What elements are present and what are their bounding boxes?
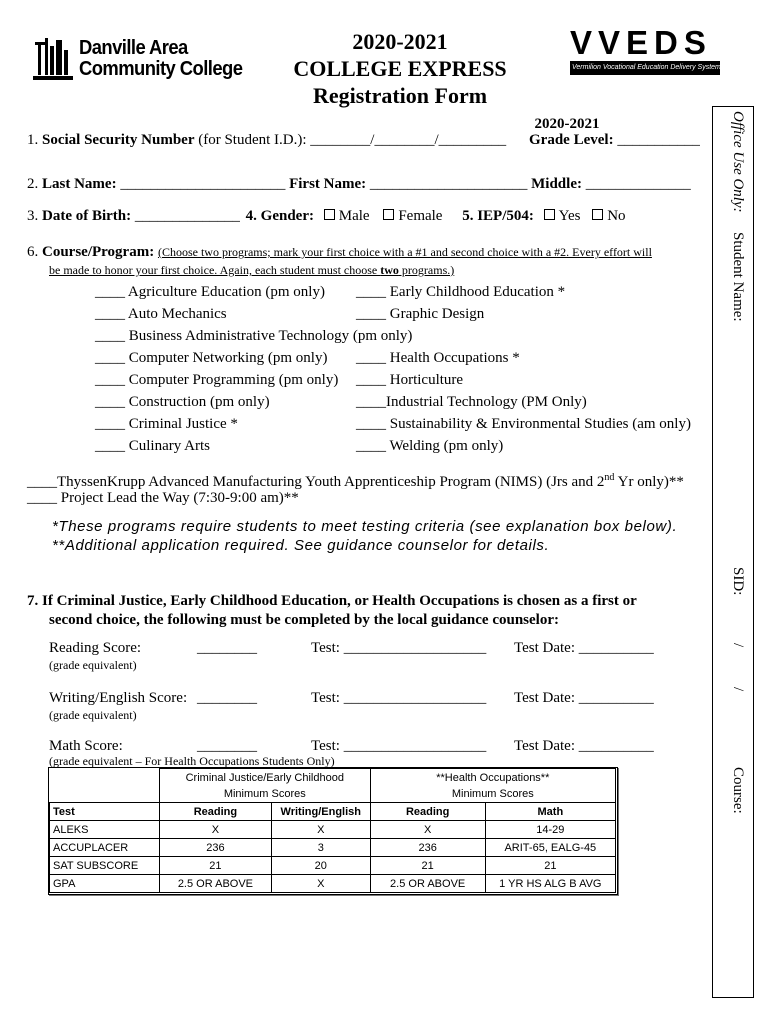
writing-score-label: Writing/English Score: xyxy=(49,690,188,706)
title-program: COLLEGE EXPRESS xyxy=(293,56,507,81)
table-row xyxy=(50,857,616,875)
q7-number: 7. xyxy=(27,593,39,609)
q3-number: 3. xyxy=(27,208,39,224)
application-note: **Additional application required. See guidance counselor for details. xyxy=(52,537,550,554)
grade-level-field[interactable]: ___________ xyxy=(617,132,700,148)
dob-gender-row xyxy=(27,208,626,225)
table-cell: SAT SUBSCORE xyxy=(50,857,160,875)
program-option[interactable]: ____ Early Childhood Education * xyxy=(356,284,566,300)
program-option[interactable]: ____ Computer Programming (pm only) xyxy=(95,372,339,388)
special-program-nims-suffix: Yr only)** xyxy=(614,474,684,490)
date-slash-2: / xyxy=(730,687,746,692)
q7-text-1: If Criminal Justice, Early Childhood Education, or Health Occupations is chosen as a first or xyxy=(42,593,637,609)
office-use-label: Office Use Only: xyxy=(730,111,746,213)
female-checkbox[interactable] xyxy=(383,209,394,220)
iep-label: 5. IEP/504: xyxy=(462,208,534,224)
program-option[interactable]: ____ Business Administrative Technology (pm only) xyxy=(95,328,413,344)
writing-test-date-field[interactable]: Test Date: __________ xyxy=(514,690,654,706)
table-header-cell: Reading xyxy=(370,803,485,821)
math-score-field[interactable]: ________ xyxy=(197,738,257,754)
program-option[interactable]: ____ Welding (pm only) xyxy=(356,438,504,454)
table-cell: 2.5 OR ABOVE xyxy=(159,875,271,893)
math-grade-equivalent: (grade equivalent – For Health Occupations Students Only) xyxy=(49,754,335,768)
writing-score-field[interactable]: ________ xyxy=(197,690,257,706)
math-test-field[interactable]: Test: ___________________ xyxy=(311,738,487,754)
grade-level-row xyxy=(529,132,700,149)
college-building-icon xyxy=(33,36,73,84)
program-option[interactable]: ____ Health Occupations * xyxy=(356,350,520,366)
table-row xyxy=(50,875,616,893)
minimum-scores-table xyxy=(49,768,616,893)
course-instructions-1: (Choose two programs; mark your first choice with a #1 and second choice with a #2. Every effort will xyxy=(157,245,652,259)
table-row xyxy=(50,821,616,839)
q6-number: 6. xyxy=(27,244,39,260)
special-program-superscript: nd xyxy=(604,472,615,483)
reading-test-date-field[interactable]: Test Date: __________ xyxy=(514,640,654,656)
math-score-label: Math Score: xyxy=(49,738,123,754)
cj-ec-group-title: Criminal Justice/Early Childhood xyxy=(185,772,344,784)
male-checkbox[interactable] xyxy=(324,209,335,220)
program-option[interactable]: ____Industrial Technology (PM Only) xyxy=(356,394,587,410)
health-group-subtitle: Minimum Scores xyxy=(451,788,534,800)
form-title xyxy=(270,28,530,109)
health-group-header xyxy=(370,769,615,803)
q2-number: 2. xyxy=(27,176,39,192)
program-option[interactable]: ____ Culinary Arts xyxy=(95,438,210,454)
gender-label: 4. Gender: xyxy=(245,208,314,224)
program-option[interactable]: ____ Auto Mechanics xyxy=(95,306,227,322)
course-instructions-2a: be made to honor your first choice. Again, each student must choose xyxy=(49,263,381,277)
grade-level-label: Grade Level: xyxy=(529,132,614,148)
program-option[interactable]: ____ Graphic Design xyxy=(356,306,485,322)
vveds-wordmark: VVEDS xyxy=(570,24,712,61)
vveds-logo xyxy=(570,26,720,75)
college-name-line1: Danville Area xyxy=(79,37,188,59)
last-name-field[interactable]: ______________________ xyxy=(120,176,286,192)
table-header-cell: Test xyxy=(50,803,160,821)
table-cell: 2.5 OR ABOVE xyxy=(370,875,485,893)
female-label: Female xyxy=(398,208,443,224)
table-cell: 21 xyxy=(370,857,485,875)
course-label: Course: xyxy=(730,767,746,814)
iep-no-label: No xyxy=(607,208,626,224)
ssn-label: Social Security Number xyxy=(42,132,195,148)
table-cell: X xyxy=(271,875,370,893)
program-option[interactable]: ____ Computer Networking (pm only) xyxy=(95,350,328,366)
sid-label: SID: xyxy=(730,567,746,596)
table-row xyxy=(50,839,616,857)
health-group-title: **Health Occupations** xyxy=(436,772,550,784)
iep-yes-label: Yes xyxy=(558,208,581,224)
q7-line1 xyxy=(27,593,637,610)
cj-ec-group-header xyxy=(159,769,370,803)
writing-test-field[interactable]: Test: ___________________ xyxy=(311,690,487,706)
special-program-nims[interactable] xyxy=(27,472,684,491)
program-list-right xyxy=(356,281,691,457)
table-cell: ARIT-65, EALG-45 xyxy=(485,839,615,857)
program-option[interactable]: ____ Horticulture xyxy=(356,372,464,388)
iep-no-checkbox[interactable] xyxy=(592,209,603,220)
program-spacer xyxy=(356,325,691,347)
name-row xyxy=(27,176,691,193)
reading-grade-equivalent: (grade equivalent) xyxy=(49,658,137,672)
date-slash-1: / xyxy=(730,643,746,648)
table-cell: 21 xyxy=(485,857,615,875)
reading-score-label: Reading Score: xyxy=(49,640,142,656)
table-cell: X xyxy=(271,821,370,839)
table-cell: 236 xyxy=(159,839,271,857)
table-cell: 21 xyxy=(159,857,271,875)
program-option[interactable]: ____ Construction (pm only) xyxy=(95,394,270,410)
q1-number: 1. xyxy=(27,132,39,148)
office-use-panel xyxy=(712,106,754,998)
table-header-row xyxy=(50,803,616,821)
first-name-label: First Name: xyxy=(289,176,367,192)
reading-test-field[interactable]: Test: ___________________ xyxy=(311,640,487,656)
table-header-cell: Writing/English xyxy=(271,803,370,821)
program-option[interactable]: ____ Sustainability & Environmental Studies (am only) xyxy=(356,416,691,432)
program-option[interactable]: ____ Criminal Justice * xyxy=(95,416,238,432)
table-cell: 236 xyxy=(370,839,485,857)
grade-year: 2020-2021 xyxy=(534,116,600,132)
writing-grade-equivalent: (grade equivalent) xyxy=(49,708,137,722)
course-instructions-2c: programs.) xyxy=(398,263,455,277)
reading-score-field[interactable]: ________ xyxy=(197,640,257,656)
table-cell: X xyxy=(370,821,485,839)
testing-note: *These programs require students to meet testing criteria (see explanation box below). xyxy=(52,518,678,535)
program-option[interactable]: ____ Agriculture Education (pm only) xyxy=(95,284,325,300)
college-logo xyxy=(33,36,248,86)
q7-text-2: second choice, the following must be completed by the local guidance counselor: xyxy=(49,612,559,628)
title-form-name: Registration Form xyxy=(312,83,488,108)
student-name-label: Student Name: xyxy=(730,232,746,322)
special-program-nims-text: ____ThyssenKrupp Advanced Manufacturing Youth Apprenticeship Program (NIMS) (Jrs and 2 xyxy=(27,474,605,490)
male-label: Male xyxy=(338,208,370,224)
table-cell: 1 YR HS ALG B AVG xyxy=(485,875,615,893)
title-year: 2020-2021 xyxy=(352,29,448,54)
table-group-header xyxy=(50,769,616,803)
dob-label: Date of Birth: xyxy=(42,208,132,224)
iep-yes-checkbox[interactable] xyxy=(544,209,555,220)
ssn-field[interactable]: (for Student I.D.): ________/________/_________ xyxy=(198,132,507,148)
table-cell: 14-29 xyxy=(485,821,615,839)
last-name-label: Last Name: xyxy=(42,176,117,192)
middle-name-field[interactable]: ______________ xyxy=(585,176,691,192)
middle-name-label: Middle: xyxy=(531,176,582,192)
course-instructions-emphasis: two xyxy=(380,263,399,277)
first-name-field[interactable]: _____________________ xyxy=(369,176,528,192)
table-blank-cell xyxy=(50,769,160,803)
table-cell: X xyxy=(159,821,271,839)
table-cell: ACCUPLACER xyxy=(50,839,160,857)
table-header-cell: Reading xyxy=(159,803,271,821)
vveds-tagline: Vermilion Vocational Education Delivery System xyxy=(570,61,720,75)
table-cell: GPA xyxy=(50,875,160,893)
math-test-date-field[interactable]: Test Date: __________ xyxy=(514,738,654,754)
table-cell: ALEKS xyxy=(50,821,160,839)
course-program-label: Course/Program: xyxy=(42,244,155,260)
course-program-row xyxy=(27,244,652,261)
ssn-row xyxy=(27,132,506,149)
college-name-line2: Community College xyxy=(79,58,243,80)
dob-field[interactable]: ______________ xyxy=(134,208,240,224)
course-instructions-2 xyxy=(49,263,454,278)
table-cell: 3 xyxy=(271,839,370,857)
special-program-pltw[interactable]: ____ Project Lead the Way (7:30-9:00 am)** xyxy=(27,490,299,506)
cj-ec-group-subtitle: Minimum Scores xyxy=(223,788,306,800)
table-cell: 20 xyxy=(271,857,370,875)
table-header-cell: Math xyxy=(485,803,615,821)
